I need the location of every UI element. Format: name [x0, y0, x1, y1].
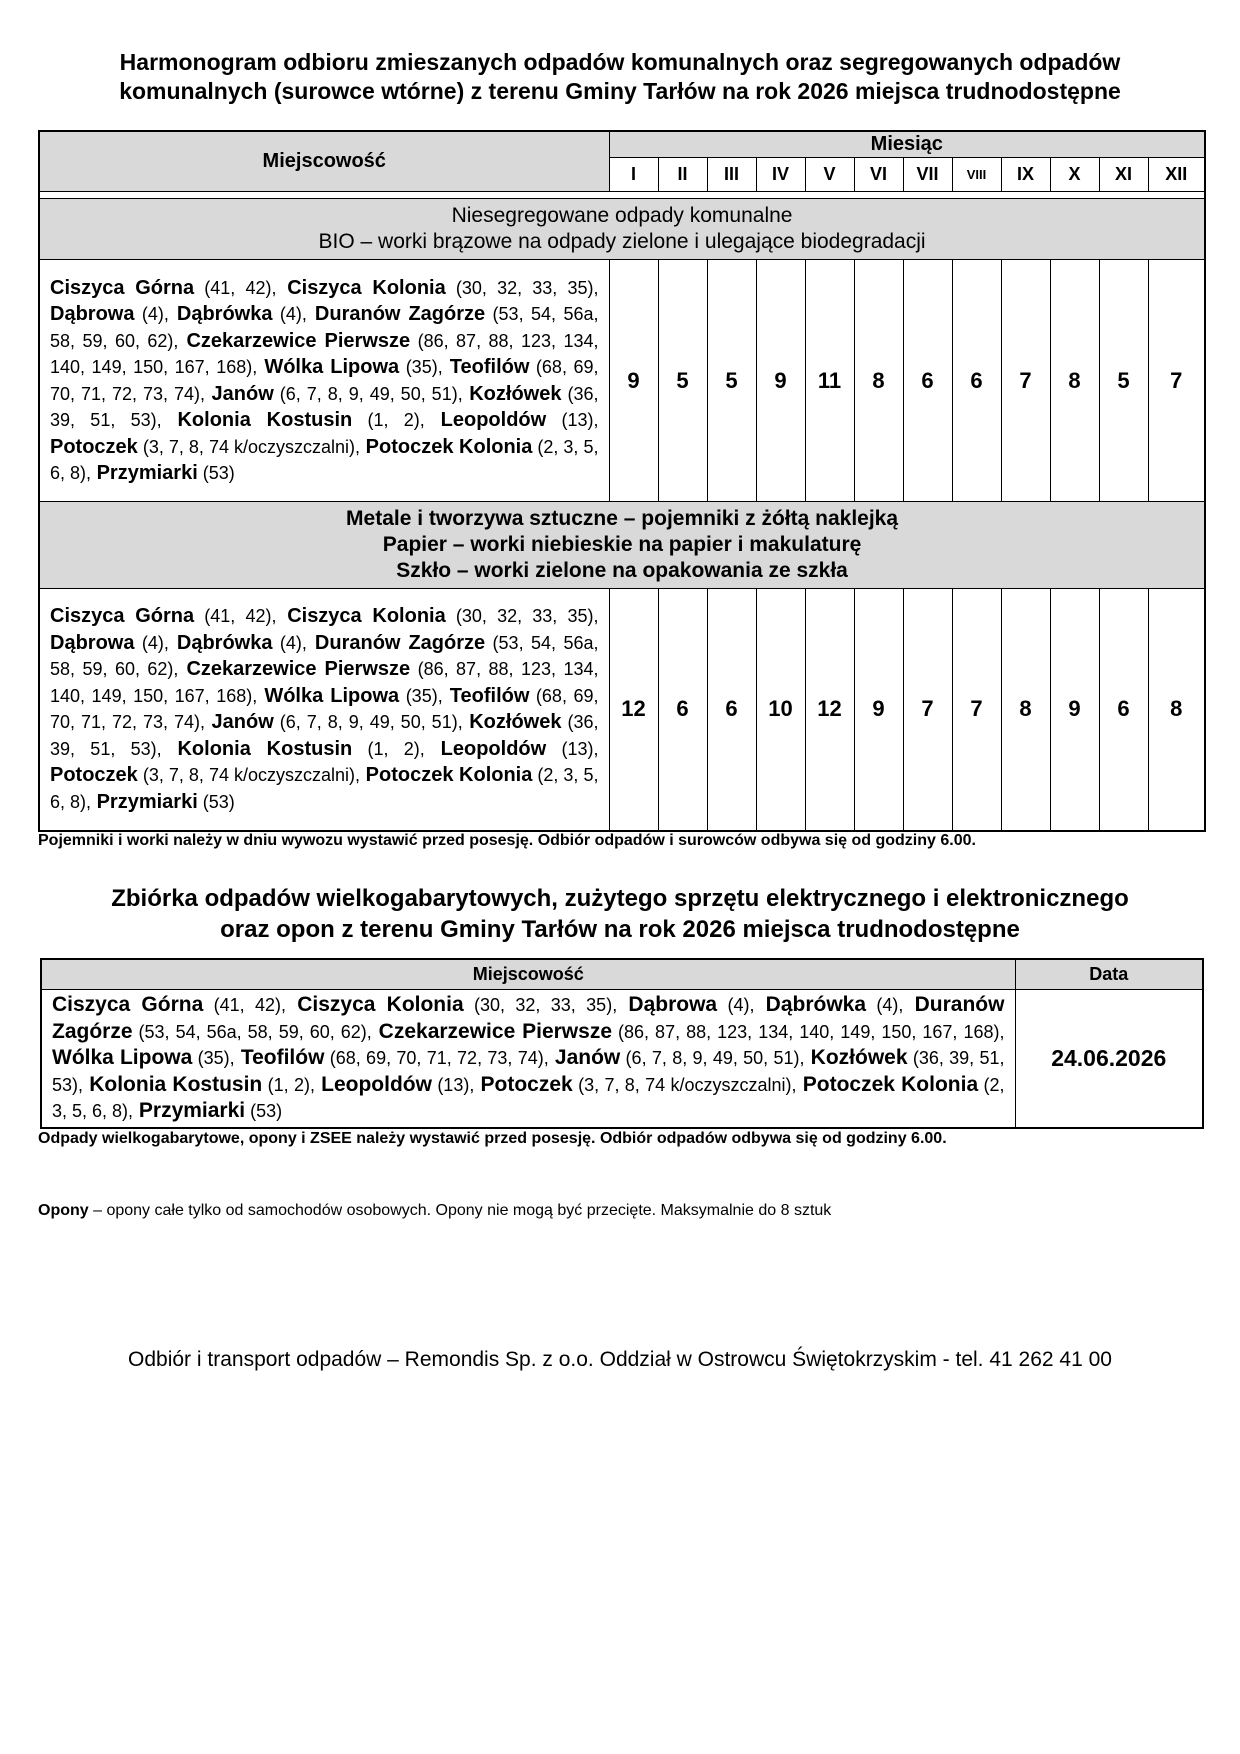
collection-day: 9 — [854, 589, 903, 831]
section-title: Niesegregowane odpady komunalne — [451, 204, 793, 227]
collection-day: 5 — [1099, 260, 1148, 502]
location-house-numbers: (4), — [866, 995, 904, 1015]
location-name: Duranów Zagórze — [314, 631, 486, 654]
location-name: Dąbrówka — [765, 993, 867, 1016]
location-house-numbers: (3, 7, 8, 74 k/oczyszczalni), — [137, 765, 361, 786]
location-name: Kozłówek — [810, 1046, 908, 1069]
collection-day: 6 — [658, 589, 707, 831]
location-house-numbers: (2, 3, 5, 6, 8), — [50, 436, 599, 483]
location-house-numbers: (36, 39, 51, 53), — [50, 383, 599, 430]
location-name: Przymiarki — [96, 462, 198, 484]
location-list — [39, 589, 609, 831]
location-house-numbers: (4), — [134, 632, 169, 653]
month-header: IV — [756, 158, 805, 192]
collection-day: 8 — [1001, 589, 1050, 831]
location-house-numbers: (4), — [272, 304, 307, 324]
location-house-numbers: (68, 69, 70, 71, 72, 73, 74), — [324, 1048, 549, 1068]
footer-contact: Odbiór i transport odpadów – Remondis Sp. z o.o. Oddział w Ostrowcu Świętokrzyskim - tel. 41 262 41 00 — [128, 1348, 1112, 1371]
location-name: Leopoldów — [440, 737, 547, 760]
location-name: Kolonia Kostusin — [89, 1072, 263, 1096]
collection-day: 7 — [952, 589, 1001, 831]
collection-day: 6 — [952, 260, 1001, 502]
section-title: BIO – worki brązowe na odpady zielone i ulegające biodegradacji — [318, 230, 926, 253]
location-name: Dąbrowa — [50, 303, 135, 325]
month-header: X — [1050, 158, 1099, 192]
location-house-numbers: (86, 87, 88, 123, 134, 140, 149, 150, 167, 168), — [50, 659, 599, 706]
location-name: Potoczek Kolonia — [802, 1072, 979, 1096]
month-header: XI — [1099, 158, 1148, 192]
location-name: Janów — [211, 711, 274, 734]
location-house-numbers: (36, 39, 51, 53), — [50, 712, 599, 759]
location-name: Kolonia Kostusin — [177, 409, 353, 431]
location-name: Ciszyca Kolonia — [287, 276, 446, 299]
collection-day: 9 — [1050, 589, 1099, 831]
location-house-numbers: (30, 32, 33, 35), — [445, 606, 599, 627]
tires-text: – opony całe tylko od samochodów osobowych. Opony nie mogą być przecięte. Maksymalnie do 8 sztuk — [88, 1202, 832, 1219]
location-name: Leopoldów — [440, 409, 547, 431]
location-name: Dąbrowa — [50, 631, 135, 654]
location-house-numbers: (68, 69, 70, 71, 72, 73, 74), — [50, 685, 599, 733]
collection-day: 8 — [1148, 589, 1205, 831]
location-column-header: Miejscowość — [39, 131, 609, 192]
location-house-numbers: (41, 42), — [203, 995, 287, 1015]
location-name: Potoczek Kolonia — [365, 764, 533, 787]
tires-label: Opony — [38, 1202, 89, 1219]
title-line-2: oraz opon z terenu Gminy Tarłów na rok 2026 miejsca trudnodostępne — [220, 916, 1020, 943]
location-name: Duranów Zagórze — [314, 303, 486, 325]
location-house-numbers: (53) — [197, 463, 235, 483]
section-title: Szkło – worki zielone na opakowania ze szkła — [396, 559, 848, 582]
collection-day: 9 — [756, 260, 805, 502]
location-name: Przymiarki — [96, 790, 198, 813]
title-line-1: Zbiórka odpadów wielkogabarytowych, zużytego sprzętu elektrycznego i elektronicznego — [111, 885, 1129, 912]
location-name: Czekarzewice Pierwsze — [186, 329, 411, 352]
location-name: Dąbrówka — [176, 303, 273, 325]
month-column-header: Miesiąc — [609, 131, 1205, 158]
collection-date: 24.06.2026 — [1015, 990, 1203, 1128]
location-house-numbers: (36, 39, 51, 53), — [52, 1048, 1005, 1095]
collection-day: 6 — [1099, 589, 1148, 831]
location-house-numbers: (1, 2), — [262, 1074, 315, 1095]
collection-day: 7 — [1001, 260, 1050, 502]
section-mixed-bio-header — [39, 199, 1205, 260]
location-house-numbers: (35), — [192, 1048, 235, 1068]
location-list — [41, 990, 1015, 1128]
location-house-numbers: (13), — [546, 410, 599, 430]
location-house-numbers: (53, 54, 56a, 58, 59, 60, 62), — [50, 304, 599, 351]
location-house-numbers: (86, 87, 88, 123, 134, 140, 149, 150, 167, 168), — [50, 330, 599, 377]
location-name: Ciszyca Górna — [50, 605, 195, 628]
section-title: Papier – worki niebieskie na papier i makulaturę — [382, 533, 862, 556]
location-house-numbers: (3, 7, 8, 74 k/oczyszczalni), — [572, 1074, 797, 1095]
location-house-numbers: (3, 7, 8, 74 k/oczyszczalni), — [137, 436, 361, 457]
collection-day: 8 — [1050, 260, 1099, 502]
location-name: Leopoldów — [321, 1072, 432, 1096]
month-header: VII — [903, 158, 952, 192]
location-house-numbers: (30, 32, 33, 35), — [463, 995, 618, 1015]
document-title — [40, 48, 1200, 106]
month-header: III — [707, 158, 756, 192]
location-name: Wólka Lipowa — [52, 1046, 193, 1069]
location-house-numbers: (2, 3, 5, 6, 8), — [52, 1074, 1005, 1121]
location-house-numbers: (6, 7, 8, 9, 49, 50, 51), — [273, 712, 463, 733]
location-house-numbers: (30, 32, 33, 35), — [445, 277, 599, 298]
location-house-numbers: (13), — [546, 738, 599, 759]
location-name: Janów — [554, 1046, 621, 1069]
location-house-numbers: (53, 54, 56a, 58, 59, 60, 62), — [50, 632, 599, 680]
location-house-numbers: (86, 87, 88, 123, 134, 140, 149, 150, 167, 168), — [612, 1021, 1005, 1042]
location-house-numbers: (13), — [431, 1074, 475, 1095]
location-name: Ciszyca Górna — [50, 276, 195, 299]
bulky-waste-table — [40, 958, 1204, 1129]
location-house-numbers: (53) — [245, 1101, 283, 1121]
location-name: Potoczek Kolonia — [365, 435, 533, 458]
location-name: Teofilów — [449, 356, 530, 378]
location-name: Kolonia Kostusin — [177, 737, 353, 760]
bulky-waste-title — [40, 883, 1200, 945]
location-name: Potoczek — [50, 435, 138, 458]
location-house-numbers: (1, 2), — [352, 738, 425, 759]
collection-day: 5 — [707, 260, 756, 502]
location-name: Dąbrowa — [628, 993, 718, 1016]
location-name: Kozłówek — [469, 382, 562, 405]
location-name: Dąbrówka — [176, 631, 273, 654]
collection-day: 7 — [903, 589, 952, 831]
collection-day: 9 — [609, 260, 658, 502]
collection-day: 12 — [609, 589, 658, 831]
collection-day: 6 — [707, 589, 756, 831]
location-name: Potoczek — [480, 1072, 573, 1096]
location-house-numbers: (6, 7, 8, 9, 49, 50, 51), — [273, 383, 463, 404]
section-title: Metale i tworzywa sztuczne – pojemniki z żółtą naklejką — [346, 507, 899, 530]
collection-day: 5 — [658, 260, 707, 502]
month-header: V — [805, 158, 854, 192]
location-column-header: Miejscowość — [41, 959, 1015, 990]
collection-day: 11 — [805, 260, 854, 502]
collection-day: 6 — [903, 260, 952, 502]
collection-note: Pojemniki i worki należy w dniu wywozu wystawić przed posesję. Odbiór odpadów i surowców odbywa się od godziny 6.00. — [38, 832, 976, 849]
tires-note — [38, 1202, 831, 1220]
location-house-numbers: (6, 7, 8, 9, 49, 50, 51), — [620, 1048, 805, 1068]
location-house-numbers: (1, 2), — [352, 410, 425, 430]
collection-day: 8 — [854, 260, 903, 502]
location-name: Wólka Lipowa — [264, 684, 400, 707]
location-house-numbers: (4), — [272, 632, 307, 653]
location-name: Wólka Lipowa — [264, 356, 400, 378]
section-recyclables-header — [39, 502, 1205, 589]
month-header: II — [658, 158, 707, 192]
location-name: Teofilów — [449, 684, 530, 707]
month-header: VIII — [952, 158, 1001, 192]
title-line-2: komunalnych (surowce wtórne) z terenu Gminy Tarłów na rok 2026 miejsca trudnodostępne — [119, 78, 1121, 104]
month-header: VI — [854, 158, 903, 192]
location-name: Duranów Zagórze — [52, 993, 1005, 1043]
collection-day: 12 — [805, 589, 854, 831]
month-header: XII — [1148, 158, 1205, 192]
location-house-numbers: (35), — [399, 685, 443, 706]
collection-schedule-table — [38, 130, 1206, 832]
month-header: I — [609, 158, 658, 192]
location-house-numbers: (2, 3, 5, 6, 8), — [50, 765, 599, 812]
location-name: Janów — [211, 382, 274, 405]
location-house-numbers: (53, 54, 56a, 58, 59, 60, 62), — [132, 1021, 372, 1042]
location-house-numbers: (4), — [134, 304, 169, 324]
location-house-numbers: (41, 42), — [194, 606, 277, 627]
location-name: Ciszyca Kolonia — [287, 605, 446, 628]
location-name: Kozłówek — [469, 711, 562, 734]
location-name: Czekarzewice Pierwsze — [378, 1019, 612, 1043]
title-line-1: Harmonogram odbioru zmieszanych odpadów komunalnych oraz segregowanych odpadów — [119, 49, 1121, 75]
header-spacer — [39, 192, 1205, 199]
location-name: Przymiarki — [138, 1099, 246, 1122]
location-list — [39, 260, 609, 502]
collection-day: 7 — [1148, 260, 1205, 502]
location-house-numbers: (35), — [399, 357, 443, 377]
location-name: Potoczek — [50, 764, 138, 787]
location-name: Czekarzewice Pierwsze — [186, 658, 411, 681]
month-header: IX — [1001, 158, 1050, 192]
location-name: Ciszyca Kolonia — [297, 993, 464, 1016]
location-house-numbers: (41, 42), — [194, 277, 277, 298]
location-house-numbers: (68, 69, 70, 71, 72, 73, 74), — [50, 357, 599, 404]
collection-day: 10 — [756, 589, 805, 831]
location-name: Ciszyca Górna — [52, 993, 204, 1016]
location-house-numbers: (53) — [197, 791, 235, 812]
date-column-header: Data — [1015, 959, 1203, 990]
location-name: Teofilów — [240, 1046, 325, 1069]
location-house-numbers: (4), — [717, 995, 755, 1015]
bulky-waste-note: Odpady wielkogabarytowe, opony i ZSEE należy wystawić przed posesję. Odbiór odpadów odbywa się od godziny 6.00. — [38, 1130, 947, 1147]
